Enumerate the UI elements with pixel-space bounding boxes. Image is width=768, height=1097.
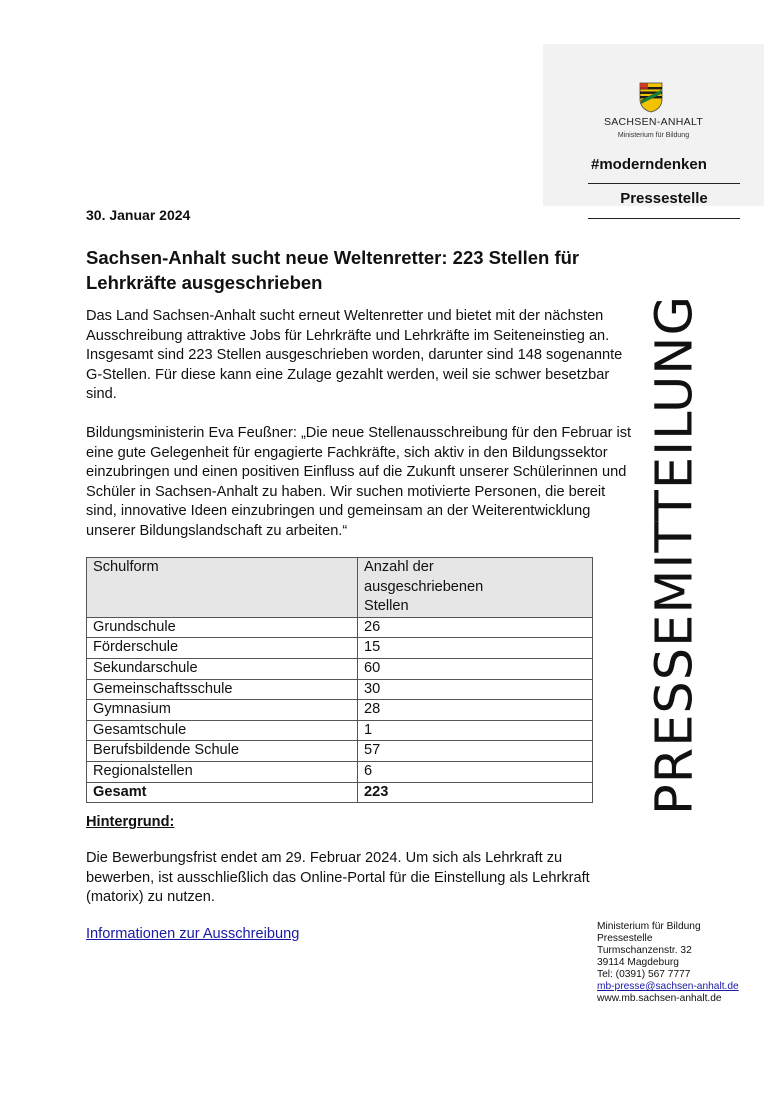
contact-phone: Tel: (0391) 567 7777 bbox=[597, 969, 691, 980]
contact-email-link[interactable]: mb-presse@sachsen-anhalt.de bbox=[597, 981, 739, 992]
table-row bbox=[87, 617, 593, 638]
brand-name: SACHSEN-ANHALT bbox=[603, 116, 704, 128]
table-cell: Grundschule bbox=[87, 617, 358, 638]
table-header-text: Anzahl der ausgeschriebenen Stellen bbox=[364, 559, 484, 615]
section-heading: Hintergrund: bbox=[86, 814, 175, 830]
table-cell: 26 bbox=[358, 617, 593, 638]
paragraph: Das Land Sachsen-Anhalt sucht erneut Weltenretter und bietet mit der nächsten Ausschreibung attraktive Jobs für Lehrkräfte und Lehrkräfte im Seiteneinstieg an. Insgesamt sind 223 Stellen ausgeschrieben worden, darunter sind 148 sogenannte G-Stellen. Für diese kann eine Zulage gezahlt werden, weil sie schwer besetzbar sind. bbox=[86, 308, 623, 403]
table-cell: 28 bbox=[358, 700, 593, 721]
contact-website: www.mb.sachsen-anhalt.de bbox=[597, 993, 722, 1004]
table-cell: Förderschule bbox=[87, 638, 358, 659]
vertical-document-type: PRESSEMITTEILUNG bbox=[645, 295, 705, 815]
department-label: Pressestelle bbox=[620, 190, 708, 207]
table-cell: 60 bbox=[358, 658, 593, 679]
table-cell: 57 bbox=[358, 741, 593, 762]
contact-street: Turmschanzenstr. 32 bbox=[597, 945, 692, 956]
table-header-row bbox=[87, 558, 593, 618]
table-row bbox=[87, 638, 593, 659]
table-cell: Gemeinschaftsschule bbox=[87, 679, 358, 700]
table-header: Schulform bbox=[87, 558, 358, 618]
contact-org: Ministerium für Bildung bbox=[597, 921, 701, 932]
logo-panel bbox=[543, 44, 764, 206]
table-row bbox=[87, 679, 593, 700]
table-row bbox=[87, 700, 593, 721]
contact-city: 39114 Magdeburg bbox=[597, 957, 679, 968]
table-total-row bbox=[87, 782, 593, 803]
table-cell: Sekundarschule bbox=[87, 658, 358, 679]
table-cell: Gymnasium bbox=[87, 700, 358, 721]
table-row bbox=[87, 741, 593, 762]
paragraph: Die Bewerbungsfrist endet am 29. Februar 2024. Um sich als Lehrkraft zu bewerben, ist ausschließlich das Online-Portal für die Einstellung als Lehrkraft (matorix) zu nutzen. bbox=[86, 850, 590, 906]
table-cell: Gesamtschule bbox=[87, 720, 358, 741]
table-row bbox=[87, 720, 593, 741]
table-cell: 15 bbox=[358, 638, 593, 659]
headline: Sachsen-Anhalt sucht neue Weltenretter: 223 Stellen für Lehrkräfte ausgeschrieben bbox=[86, 247, 580, 293]
positions-table bbox=[86, 557, 593, 803]
contact-block bbox=[597, 921, 739, 1005]
announcement-info-link[interactable]: Informationen zur Ausschreibung bbox=[86, 926, 300, 942]
table-cell: Gesamt bbox=[87, 782, 358, 803]
hashtag: #moderndenken bbox=[591, 156, 707, 173]
table-row bbox=[87, 761, 593, 782]
table-cell: 6 bbox=[358, 761, 593, 782]
table-cell: 1 bbox=[358, 720, 593, 741]
release-date: 30. Januar 2024 bbox=[86, 207, 191, 223]
table-cell: Berufsbildende Schule bbox=[87, 741, 358, 762]
table-row bbox=[87, 658, 593, 679]
table-cell: 223 bbox=[358, 782, 593, 803]
divider bbox=[588, 218, 740, 219]
brand-subtitle: Ministerium für Bildung bbox=[617, 132, 690, 139]
table-header bbox=[358, 558, 593, 618]
paragraph: Bildungsministerin Eva Feußner: „Die neue Stellenausschreibung für den Februar ist eine gute Gelegenheit für engagierte Fachkräfte, sich aktiv in den Bildungssektor einzubringen und einen positiven Einfluss auf die Zukunft unserer Schülerinnen und Schüler in Sachsen-Anhalt zu haben. Wir suchen motivierte Personen, die bereit sind, innovative Ideen einzubringen und gemeinsam an der Weiterentwicklung unserer Bildungslandschaft zu arbeiten.“ bbox=[86, 425, 632, 539]
contact-dept: Pressestelle bbox=[597, 933, 653, 944]
coat-of-arms-icon bbox=[638, 81, 664, 113]
table-cell: 30 bbox=[358, 679, 593, 700]
divider bbox=[588, 183, 740, 184]
table-cell: Regionalstellen bbox=[87, 761, 358, 782]
